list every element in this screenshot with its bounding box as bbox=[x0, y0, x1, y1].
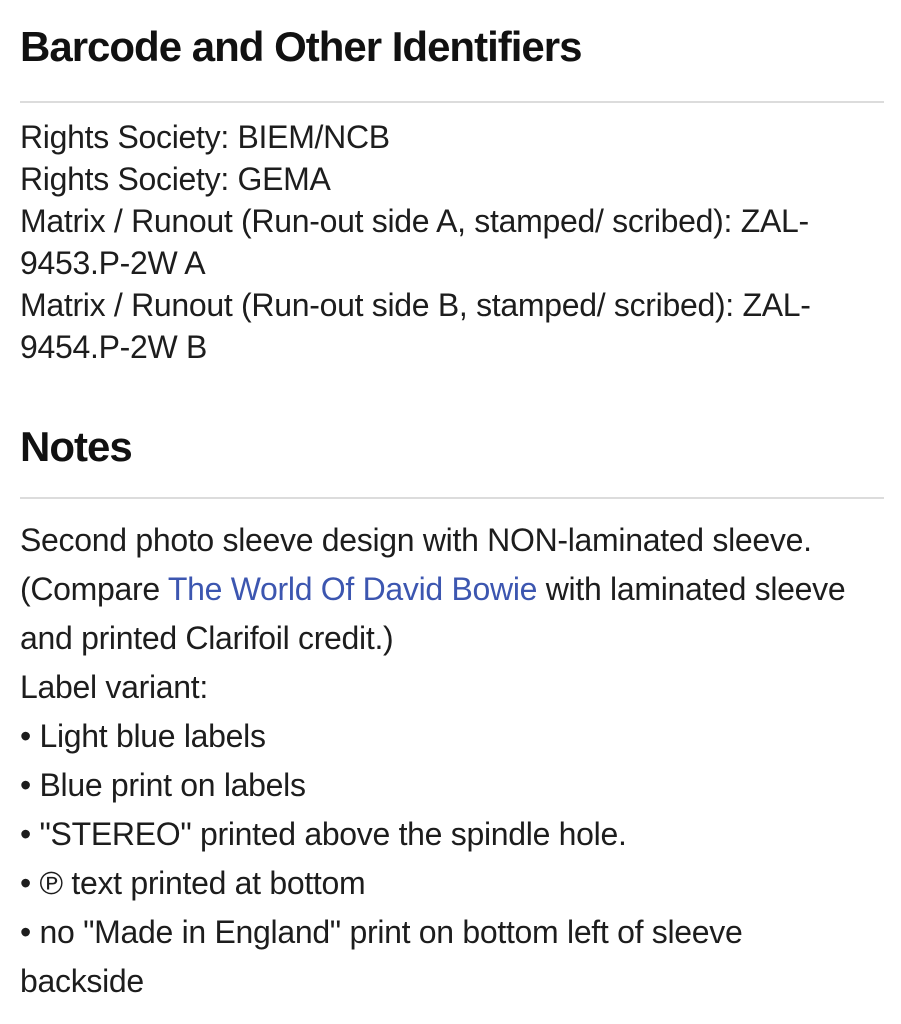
identifier-line-rights-society-2: Rights Society: GEMA bbox=[20, 161, 331, 197]
section-divider bbox=[20, 497, 884, 499]
notes-line-label-variant: Label variant: bbox=[20, 669, 208, 705]
bullet-line-blue-print: • Blue print on labels bbox=[20, 767, 306, 803]
notes-compare-post: with laminated sleeve bbox=[537, 571, 846, 607]
identifier-line-matrix-b: Matrix / Runout (Run-out side B, stamped/ scribed): ZAL- bbox=[20, 287, 811, 323]
notes-line-sleeve: Second photo sleeve design with NON-laminated sleeve. bbox=[20, 522, 812, 558]
notes-section-title: Notes bbox=[20, 423, 132, 470]
identifier-line-matrix-a-wrap: 9453.P-2W A bbox=[20, 245, 206, 281]
notes-body bbox=[20, 516, 884, 1006]
section-divider bbox=[20, 101, 884, 103]
world-of-david-bowie-link[interactable]: The World Of David Bowie bbox=[167, 571, 538, 607]
bullet-line-made-in-england: • no "Made in England" print on bottom left of sleeve bbox=[20, 914, 743, 950]
notes-line-compare bbox=[20, 565, 884, 614]
bullet-line-stereo: • "STEREO" printed above the spindle hole. bbox=[20, 816, 627, 852]
identifiers-section-title: Barcode and Other Identifiers bbox=[20, 23, 582, 70]
bullet-line-backside-wrap: backside bbox=[20, 963, 144, 999]
identifier-list bbox=[20, 116, 884, 368]
identifier-line-matrix-a: Matrix / Runout (Run-out side A, stamped/ scribed): ZAL- bbox=[20, 203, 809, 239]
identifier-line-matrix-b-wrap: 9454.P-2W B bbox=[20, 329, 208, 365]
notes-line-clarifoil: and printed Clarifoil credit.) bbox=[20, 620, 394, 656]
notes-compare-pre: (Compare bbox=[20, 571, 168, 607]
bullet-line-p-symbol: • ℗ text printed at bottom bbox=[20, 865, 366, 901]
bullet-line-light-blue-labels: • Light blue labels bbox=[20, 718, 266, 754]
identifier-line-rights-society-1: Rights Society: BIEM/NCB bbox=[20, 119, 390, 155]
